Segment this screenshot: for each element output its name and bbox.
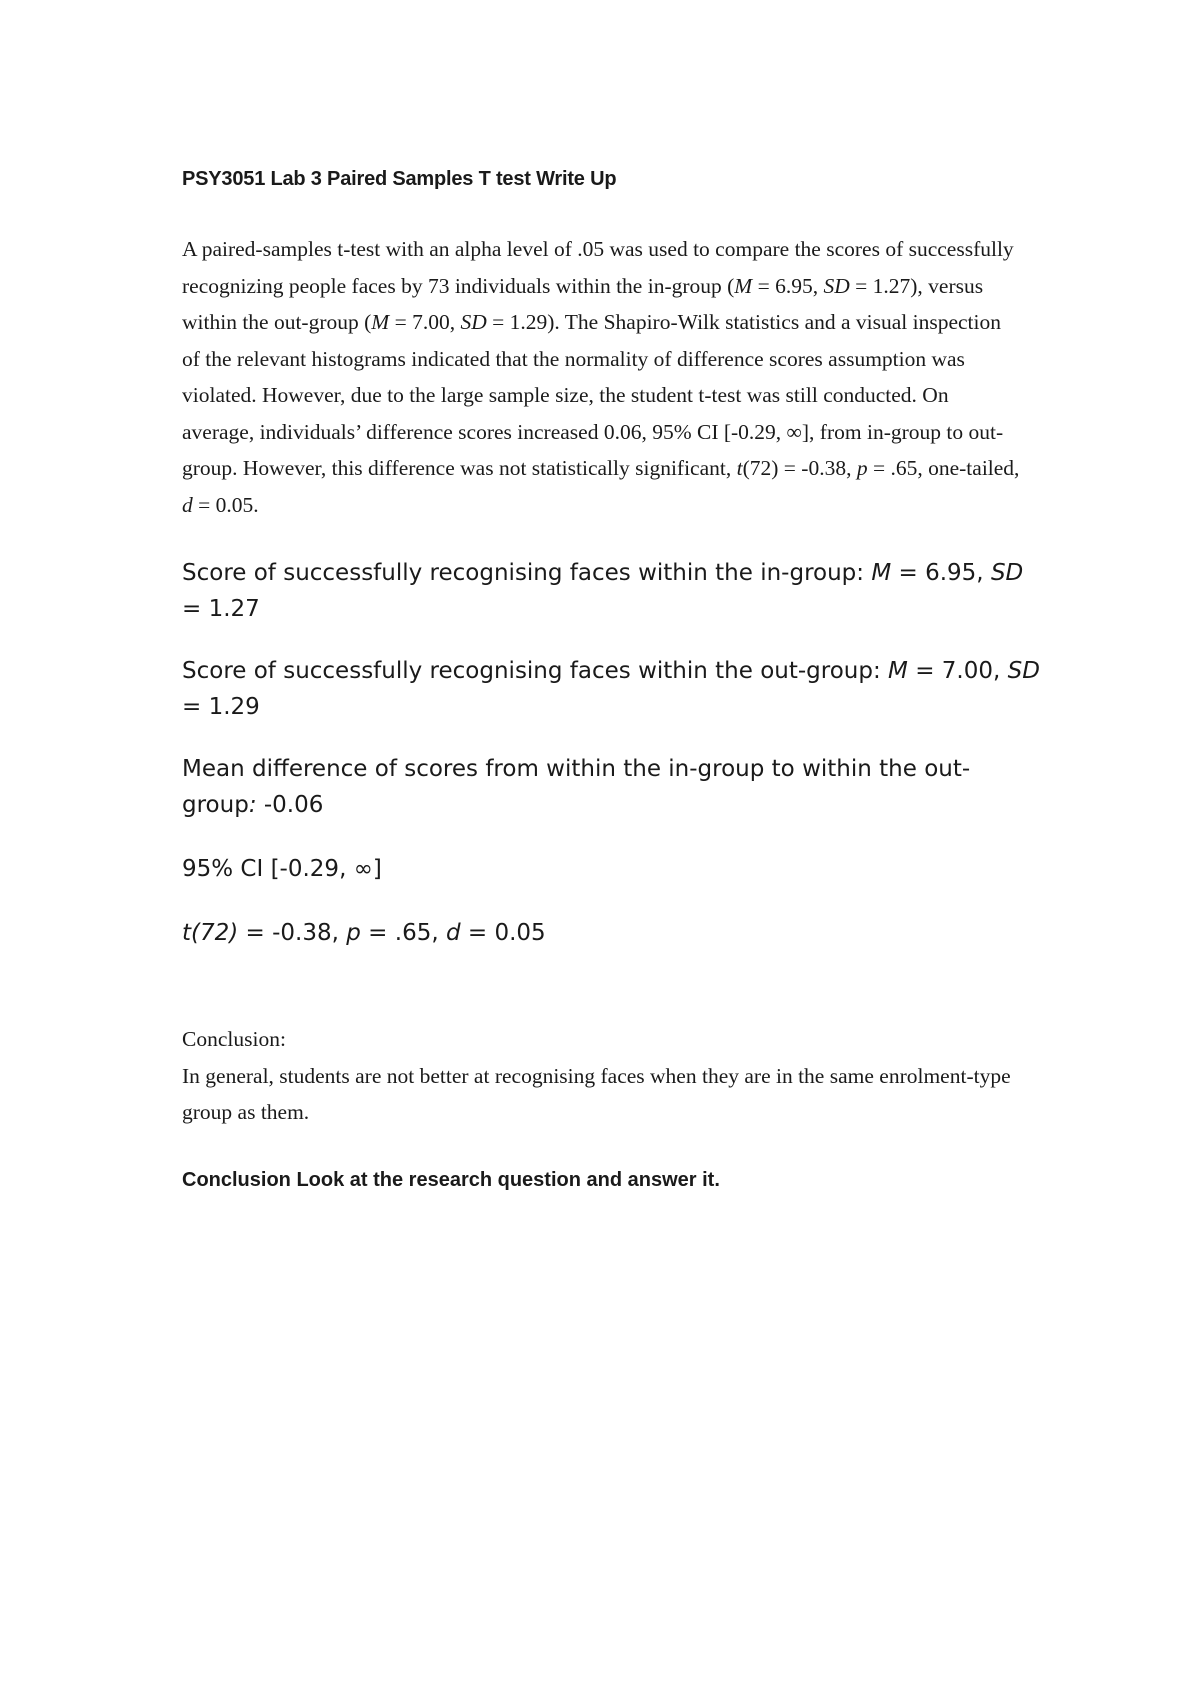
sd-symbol: SD <box>460 310 487 334</box>
mean-symbol: M <box>371 310 390 334</box>
document-title: PSY3051 Lab 3 Paired Samples T test Write Up <box>182 168 617 190</box>
outgroup-label: Score of successfully recognising faces within the out-group: <box>182 658 889 684</box>
final-note: Conclusion Look at the research question and answer it. <box>182 1168 720 1191</box>
mean-symbol: M <box>871 560 892 586</box>
sd-symbol: SD <box>990 560 1024 586</box>
paragraph-text: (72) = -0.38, <box>742 456 857 480</box>
stats-summary <box>182 555 1042 951</box>
mean-difference-colon: : <box>248 792 257 818</box>
ingroup-stats <box>182 555 1042 627</box>
paragraph-text: = 0.05. <box>192 492 259 517</box>
confidence-interval: 95% CI [-0.29, ∞] <box>182 856 382 882</box>
mean-difference-stats <box>182 751 1042 823</box>
mean-symbol: M <box>734 273 753 298</box>
outgroup-stats <box>182 653 1042 725</box>
results-paragraph <box>182 231 1022 523</box>
sd-symbol: SD <box>823 273 850 298</box>
outgroup-sd: = 1.29 <box>182 694 260 720</box>
paragraph-text: = 7.00, <box>389 310 461 334</box>
conclusion-section <box>182 1021 1022 1131</box>
document-content <box>182 168 1042 1192</box>
d-symbol: d <box>445 920 461 946</box>
p-value: = .65, <box>360 920 446 946</box>
paragraph-text: = .65, one-tailed, <box>867 456 1020 480</box>
t-symbol: t(72) <box>182 920 239 946</box>
conclusion-heading: Conclusion: <box>182 1027 286 1051</box>
ingroup-label: Score of successfully recognising faces within the in-group: <box>182 560 872 586</box>
t-symbol: t <box>736 456 743 480</box>
mean-difference-label: Mean difference of scores from within the in-group to within the out-group <box>182 756 971 818</box>
d-symbol: d <box>182 492 193 517</box>
ingroup-sd: = 1.27 <box>182 596 260 622</box>
conclusion-text: In general, students are not better at recognising faces when they are in the same enrolment-type group as them. <box>182 1063 1011 1124</box>
sd-symbol: SD <box>1007 658 1040 684</box>
d-value: = 0.05 <box>460 920 546 946</box>
p-symbol: p <box>856 456 868 480</box>
p-symbol: p <box>346 920 361 946</box>
outgroup-mean: = 7.00, <box>907 658 1008 684</box>
paragraph-text: = 6.95, <box>752 273 824 298</box>
paragraph-text: = 1.29). The Shapiro-Wilk statistics and a visual inspection of the relevant histograms indicated that the normality of difference scores assumption was violated. However, due to the large sample size, the student t-test was still conducted. On average, individuals’ difference scores increased 0.06, 95% CI [-0.29, ∞], from in-group to out-group. However, this difference was not statistically significant, <box>182 310 1004 480</box>
paragraph-text: = 1.27), versus within the out-group ( <box>182 273 984 334</box>
mean-symbol: M <box>888 658 908 684</box>
ingroup-mean: = 6.95, <box>891 560 991 586</box>
t-value: = -0.38, <box>238 920 347 946</box>
test-statistics <box>182 915 1042 951</box>
paragraph-text: A paired-samples t-test with an alpha level of .05 was used to compare the scores of successfully recognizing people faces by 73 individuals within the in-group ( <box>182 237 1014 298</box>
mean-difference-value: -0.06 <box>256 792 324 818</box>
